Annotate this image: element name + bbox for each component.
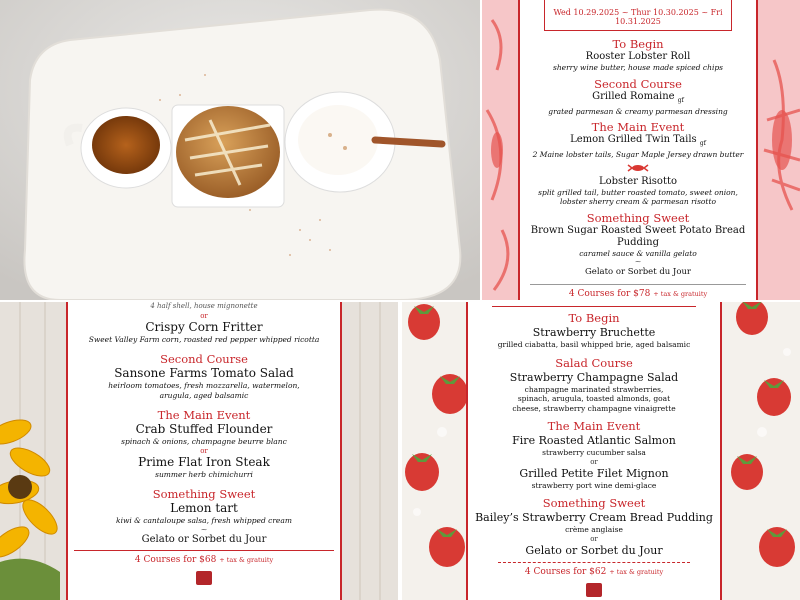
lobster-course1-dish: Rooster Lobster Roll xyxy=(585,51,691,62)
lobster-price-rule xyxy=(530,284,746,285)
gluten-free-mark-2: gf xyxy=(699,140,706,147)
straw-course4-title: Something Sweet xyxy=(542,496,646,510)
straw-price: 4 Courses for $62 xyxy=(524,566,607,577)
straw-course3-title: The Main Event xyxy=(547,419,641,433)
straw-course2-desc: champagne marinated strawberries, spinach, arugula, toasted almonds, goat cheese, strawberry champagne vinaigrette xyxy=(512,384,676,413)
lobster-course3-dish1-row xyxy=(526,134,750,150)
lobster-course2-desc: grated parmesan & creamy parmesan dressing xyxy=(548,106,728,116)
strawberry-menu-sheet xyxy=(466,302,722,600)
lobster-divider-icon xyxy=(626,162,650,174)
fall-price-rule xyxy=(74,550,334,551)
straw-course3-desc1: strawberry cucumber salsa xyxy=(542,448,646,457)
straw-or: or xyxy=(590,457,598,466)
lobster-course1-desc: sherry wine butter, house made spiced chips xyxy=(552,63,723,72)
lobster-course4-title: Something Sweet xyxy=(586,210,690,225)
straw-price-row xyxy=(468,567,720,577)
fall-course2-title: Second Course xyxy=(160,352,248,366)
strawberry-menu-panel xyxy=(402,302,800,600)
fall-course4-title: Something Sweet xyxy=(152,487,256,501)
fall-course3-desc1: spinach & onions, champagne beurre blanc xyxy=(121,437,287,446)
straw-course3-dish2: Grilled Petite Filet Mignon xyxy=(519,466,669,480)
lobster-menu-panel xyxy=(482,0,800,300)
fall-course3-desc2: summer herb chimichurri xyxy=(155,469,253,479)
lobster-course4-desc: caramel sauce & vanilla gelato xyxy=(579,248,697,258)
lobster-course3-title: The Main Event xyxy=(591,120,685,134)
straw-course3-dish1: Fire Roasted Atlantic Salmon xyxy=(512,434,676,447)
lobster-course1-title: To Begin xyxy=(612,37,664,51)
tea xyxy=(92,116,160,174)
fall-price-row xyxy=(68,555,340,565)
strawberry-top-rule xyxy=(492,302,696,307)
gluten-free-mark: gf xyxy=(677,96,684,104)
straw-price-note: + tax & gratuity xyxy=(609,567,664,576)
fall-course3-dish2: Prime Flat Iron Steak xyxy=(138,454,270,469)
rooster-logo-icon xyxy=(196,571,212,585)
lobster-course4-alt: Gelato or Sorbet du Jour xyxy=(585,267,691,277)
straw-course1-dish: Strawberry Bruchette xyxy=(532,326,656,339)
straw-course2-title: Salad Course xyxy=(555,355,633,370)
fall-course4-desc: kiwi & cantaloupe salsa, fresh whipped cream xyxy=(116,516,292,525)
lobster-price-row xyxy=(526,289,750,299)
rooster-logo-icon-2 xyxy=(586,583,602,597)
straw-or-2: or xyxy=(590,534,598,543)
lobster-dates: Wed 10.29.2025 ~ Thur 10.30.2025 ~ Fri 10.31.2025 xyxy=(553,8,723,26)
fall-starter-dish: Crispy Corn Fritter xyxy=(145,319,263,334)
fall-tilde: ~ xyxy=(200,524,208,534)
fall-course3-dish1: Crab Stuffed Flounder xyxy=(135,422,273,436)
lobster-course3-dish1: Lemon Grilled Twin Tails xyxy=(570,134,697,145)
lobster-course2-title: Second Course xyxy=(594,76,682,91)
lobster-course3-desc2: split grilled tail, butter roasted tomato, sweet onion, lobster sherry cream & parmesan risotto xyxy=(538,187,738,206)
whipped-cream xyxy=(298,105,378,175)
lobster-course3-desc1: 2 Maine lobster tails, Sugar Maple Jersey drawn butter xyxy=(532,150,744,159)
straw-course1-desc: grilled ciabatta, basil whipped brie, aged balsamic xyxy=(497,340,691,349)
fall-starter-desc: Sweet Valley Farm corn, roasted red pepper whipped ricotta xyxy=(88,334,320,344)
straw-course4-desc: crème anglaise xyxy=(565,525,623,534)
lobster-menu-sheet xyxy=(518,0,758,300)
fall-menu-panel xyxy=(0,302,398,600)
straw-course4-alt: Gelato or Sorbet du Jour xyxy=(525,543,663,557)
fall-top-desc: 4 half shell, house mignonette xyxy=(150,302,258,310)
cinnamon-stick xyxy=(375,140,442,144)
straw-course1-title: To Begin xyxy=(568,311,620,325)
fall-course4-alt: Gelato or Sorbet du Jour xyxy=(141,533,267,545)
dessert-photo xyxy=(0,0,480,300)
straw-price-rule xyxy=(498,562,690,563)
fall-price: 4 Courses for $68 xyxy=(134,554,217,565)
lobster-course4-dish: Brown Sugar Roasted Sweet Potato Bread Pudding xyxy=(530,224,746,248)
straw-course3-desc2: strawberry port wine demi-glace xyxy=(531,480,657,490)
straw-course4-dish: Bailey’s Strawberry Cream Bread Pudding xyxy=(475,511,713,524)
fall-course3-title: The Main Event xyxy=(157,408,251,422)
lobster-price-note: + tax & gratuity xyxy=(653,290,708,298)
dessert-photo-illustration xyxy=(0,0,480,300)
fall-or-1: or xyxy=(200,311,208,320)
fall-course2-desc: heirloom tomatoes, fresh mozzarella, watermelon, arugula, aged balsamic xyxy=(108,381,300,400)
lobster-price: 4 Courses for $78 xyxy=(568,289,651,299)
straw-course2-dish: Strawberry Champagne Salad xyxy=(509,370,679,384)
lobster-date-box xyxy=(544,0,732,31)
lobster-course2-dish: Grilled Romaine xyxy=(592,90,675,102)
fall-or-2: or xyxy=(200,446,208,455)
lobster-tilde: ~ xyxy=(634,257,642,266)
fall-course4-dish: Lemon tart xyxy=(170,501,238,515)
fall-menu-sheet xyxy=(66,302,342,600)
lobster-course3-dish2: Lobster Risotto xyxy=(598,175,678,187)
fall-price-note: + tax & gratuity xyxy=(219,555,274,564)
fall-course2-dish: Sansone Farms Tomato Salad xyxy=(114,366,294,380)
lobster-course2-dish-row xyxy=(526,91,750,107)
